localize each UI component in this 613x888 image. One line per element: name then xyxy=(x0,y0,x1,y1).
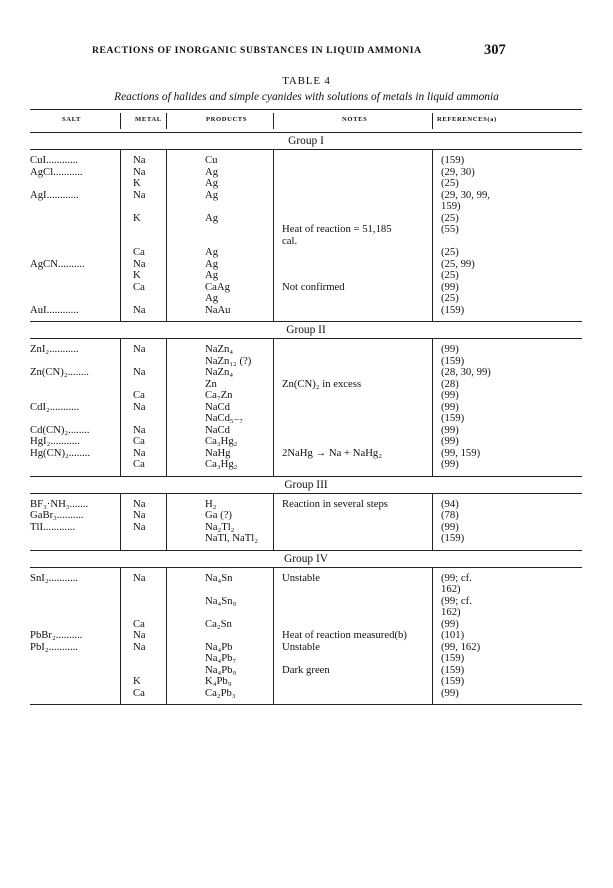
cell-notes: Unstable xyxy=(282,571,320,584)
cell-references: (25) xyxy=(441,269,459,281)
cell-salt: ZnI₂........... xyxy=(30,343,79,355)
cell-references: (99) xyxy=(441,686,459,699)
cell-products: NaZn₁₂ (?) xyxy=(205,354,252,367)
header-notes: NOTES xyxy=(342,116,368,123)
cell-references: (99; cf. xyxy=(441,571,472,584)
group-title: Group II xyxy=(286,324,326,336)
cell-products: Ag xyxy=(205,246,219,258)
table-row xyxy=(30,379,582,391)
cell-metal: K xyxy=(133,177,141,189)
table-row xyxy=(30,190,582,202)
cell-metal: Na xyxy=(133,509,146,521)
cell-references: (99; cf. xyxy=(441,594,472,607)
cell-metal: Na xyxy=(133,446,146,459)
cell-products: CaAg xyxy=(205,280,230,293)
cell-references: (159) xyxy=(441,652,465,664)
cell-metal: K xyxy=(133,211,141,224)
table-row xyxy=(30,522,582,534)
table-row xyxy=(30,344,582,356)
cell-salt: AgCl........... xyxy=(30,165,83,178)
cell-products: Ag xyxy=(205,257,219,270)
cell-products: Ca₃Hg₂ xyxy=(205,458,238,470)
cell-references: (55) xyxy=(441,223,459,235)
cell-metal: Na xyxy=(133,303,146,316)
cell-products: NaZn₄ xyxy=(205,366,234,378)
cell-notes: Reaction in several steps xyxy=(282,497,388,510)
cell-metal: Na xyxy=(133,400,146,413)
cell-metal: Na xyxy=(133,497,146,510)
cell-salt: CdI₂........... xyxy=(30,400,80,413)
cell-products: NaTl, NaTl₂ xyxy=(205,532,258,544)
table-row xyxy=(30,270,582,282)
cell-references: (28, 30, 99) xyxy=(441,366,491,378)
cell-references: 159) xyxy=(441,200,461,212)
cell-salt: CuI............ xyxy=(30,154,79,166)
group-title: Group I xyxy=(288,135,324,147)
cell-references: (78) xyxy=(441,509,459,521)
group-title: Group IV xyxy=(284,552,328,565)
cell-salt: Zn(CN)₂........ xyxy=(30,366,89,378)
table-row xyxy=(30,282,582,294)
cell-metal: Na xyxy=(133,640,146,653)
table-row xyxy=(30,607,582,619)
cell-products: Na₄Sn xyxy=(205,571,233,584)
cell-metal: Na xyxy=(133,423,146,436)
cell-references: (25) xyxy=(441,177,459,189)
cell-references: (99) xyxy=(441,423,459,436)
group-body xyxy=(30,338,582,477)
cell-products: Na₄Pb₉ xyxy=(205,663,237,676)
group-3 xyxy=(30,477,582,551)
reactions-table xyxy=(30,109,582,705)
cell-salt: GaBr₃.......... xyxy=(30,509,84,521)
cell-metal: Na xyxy=(133,571,146,584)
cell-metal: Ca xyxy=(133,617,145,630)
cell-products: K₄Pb₉ xyxy=(205,675,232,687)
cell-metal: K xyxy=(133,675,141,687)
cell-references: (25) xyxy=(441,292,459,304)
cell-references: (99) xyxy=(441,343,459,355)
cell-metal: Ca xyxy=(133,280,145,293)
table-caption: Reactions of halides and simple cyanides with solutions of metals in liquid ammonia xyxy=(114,91,499,103)
cell-metal: Na xyxy=(133,343,146,355)
cell-references: (159) xyxy=(441,354,465,367)
cell-salt: TlI............ xyxy=(30,520,76,533)
page-number: 307 xyxy=(484,42,506,58)
table-row xyxy=(30,459,582,471)
group-body xyxy=(30,149,582,322)
cell-notes: Dark green xyxy=(282,663,330,676)
table-row xyxy=(30,413,582,425)
cell-products: Ag xyxy=(205,177,219,189)
cell-references: (94) xyxy=(441,497,459,510)
cell-metal: Na xyxy=(133,154,146,166)
table-row xyxy=(30,665,582,677)
group-2 xyxy=(30,322,582,477)
cell-salt: AgCN.......... xyxy=(30,257,85,270)
table-row xyxy=(30,510,582,522)
table-row xyxy=(30,448,582,460)
cell-metal: K xyxy=(133,269,141,281)
cell-products: Ca₂Pb₃ xyxy=(205,686,236,699)
table-row xyxy=(30,356,582,368)
cell-references: (159) xyxy=(441,303,465,316)
table-row xyxy=(30,584,582,596)
cell-references: (29, 30) xyxy=(441,165,475,178)
cell-products: NaCd xyxy=(205,423,230,436)
group-4 xyxy=(30,551,582,706)
cell-notes: Not confirmed xyxy=(282,280,345,293)
table-row xyxy=(30,425,582,437)
cell-products: Ag xyxy=(205,292,219,304)
table-row xyxy=(30,155,582,167)
cell-references: (29, 30, 99, xyxy=(441,188,490,201)
cell-references: (159) xyxy=(441,154,465,166)
cell-references: (99) xyxy=(441,617,459,630)
table-row xyxy=(30,259,582,271)
cell-products: Ag xyxy=(205,211,219,224)
cell-salt: AgI............ xyxy=(30,188,79,201)
cell-references: (159) xyxy=(441,412,465,424)
table-row xyxy=(30,390,582,402)
group-1 xyxy=(30,133,582,322)
cell-references: (159) xyxy=(441,675,465,687)
cell-references: (99, 159) xyxy=(441,446,481,459)
cell-salt: AuI............ xyxy=(30,303,79,316)
header-references: REFERENCES(a) xyxy=(437,116,497,123)
cell-references: (99) xyxy=(441,520,459,533)
cell-references: (28) xyxy=(441,377,459,390)
cell-notes: Unstable xyxy=(282,640,320,653)
cell-notes: Heat of reaction = 51,185 xyxy=(282,223,392,235)
cell-products: Ag xyxy=(205,165,219,178)
table-row xyxy=(30,436,582,448)
table-row xyxy=(30,224,582,236)
cell-products: Zn xyxy=(205,377,217,390)
cell-salt: Cd(CN)₂........ xyxy=(30,423,90,436)
table-row xyxy=(30,367,582,379)
table-header xyxy=(30,109,582,133)
cell-references: 162) xyxy=(441,583,461,595)
table-row xyxy=(30,305,582,317)
cell-products: NaCd xyxy=(205,400,230,413)
cell-references: (25) xyxy=(441,211,459,224)
table-row xyxy=(30,573,582,585)
cell-notes: cal. xyxy=(282,234,298,247)
cell-products: NaZn₄ xyxy=(205,343,234,355)
cell-products: NaCd₅₋₇ xyxy=(205,412,244,424)
cell-products: Ga (?) xyxy=(205,509,232,521)
cell-products: NaHg xyxy=(205,446,231,459)
cell-metal: Ca xyxy=(133,246,145,258)
cell-products: Ag xyxy=(205,269,219,281)
table-row xyxy=(30,293,582,305)
cell-metal: Ca xyxy=(133,458,145,470)
cell-metal: Na xyxy=(133,366,146,378)
table-row xyxy=(30,642,582,654)
cell-products: Na₄Pb₇ xyxy=(205,652,237,664)
table-row xyxy=(30,676,582,688)
table-row xyxy=(30,653,582,665)
cell-references: (25, 99) xyxy=(441,257,475,270)
cell-references: (25) xyxy=(441,246,459,258)
table-row xyxy=(30,236,582,248)
table-groups xyxy=(30,133,582,705)
group-body xyxy=(30,493,582,551)
cell-salt: HgI₂........... xyxy=(30,435,80,447)
table-row xyxy=(30,533,582,545)
cell-products: Na₄Pb xyxy=(205,640,233,653)
table-label: TABLE 4 xyxy=(282,75,331,87)
cell-products: Ca₂Sn xyxy=(205,617,232,630)
running-head-title: REACTIONS OF INORGANIC SUBSTANCES IN LIQUID AMMONIA xyxy=(92,45,422,56)
cell-references: (99) xyxy=(441,435,459,447)
cell-references: (99) xyxy=(441,280,459,293)
table-row xyxy=(30,402,582,414)
cell-notes: Zn(CN)₂ in excess xyxy=(282,377,362,390)
cell-products: Cu xyxy=(205,154,218,166)
table-row xyxy=(30,630,582,642)
cell-references: 162) xyxy=(441,606,461,618)
table-row xyxy=(30,167,582,179)
cell-salt: PbBr₂.......... xyxy=(30,629,83,641)
table-row xyxy=(30,178,582,190)
cell-metal: Na xyxy=(133,629,146,641)
cell-metal: Ca xyxy=(133,686,145,699)
table-row xyxy=(30,201,582,213)
table-row xyxy=(30,688,582,700)
cell-references: (101) xyxy=(441,629,465,641)
group-title: Group III xyxy=(284,478,328,491)
cell-metal: Ca xyxy=(133,389,145,401)
cell-products: Na₂Tl₂ xyxy=(205,520,235,533)
table-row xyxy=(30,596,582,608)
cell-metal: Na xyxy=(133,188,146,201)
cell-notes: Heat of reaction measured(b) xyxy=(282,629,407,641)
cell-references: (99) xyxy=(441,400,459,413)
cell-references: (99) xyxy=(441,458,459,470)
cell-products: Na₄Sn₉ xyxy=(205,594,237,607)
cell-salt: Hg(CN)₂........ xyxy=(30,446,91,459)
cell-references: (99) xyxy=(441,389,459,401)
table-row xyxy=(30,247,582,259)
cell-references: (159) xyxy=(441,663,465,676)
group-body xyxy=(30,567,582,706)
header-products: PRODUCTS xyxy=(206,116,248,123)
cell-products: Ca₇Zn xyxy=(205,389,233,401)
cell-products: Ag xyxy=(205,188,219,201)
cell-products: H₂ xyxy=(205,497,217,510)
header-salt: SALT xyxy=(62,116,82,123)
cell-products: NaAu xyxy=(205,303,231,316)
table-row xyxy=(30,499,582,511)
cell-metal: Na xyxy=(133,257,146,270)
cell-references: (159) xyxy=(441,532,465,544)
cell-salt: SnI₂........... xyxy=(30,571,78,584)
cell-salt: BF₃·NH₃....... xyxy=(30,497,89,510)
cell-notes: 2NaHg → Na + NaHg₂ xyxy=(282,446,382,459)
header-metal: METAL xyxy=(135,116,162,123)
cell-metal: Na xyxy=(133,520,146,533)
cell-salt: PbI₂........... xyxy=(30,640,78,653)
cell-products: Ca₃Hg₂ xyxy=(205,435,238,447)
cell-metal: Na xyxy=(133,165,146,178)
cell-metal: Ca xyxy=(133,435,145,447)
cell-references: (99, 162) xyxy=(441,640,481,653)
